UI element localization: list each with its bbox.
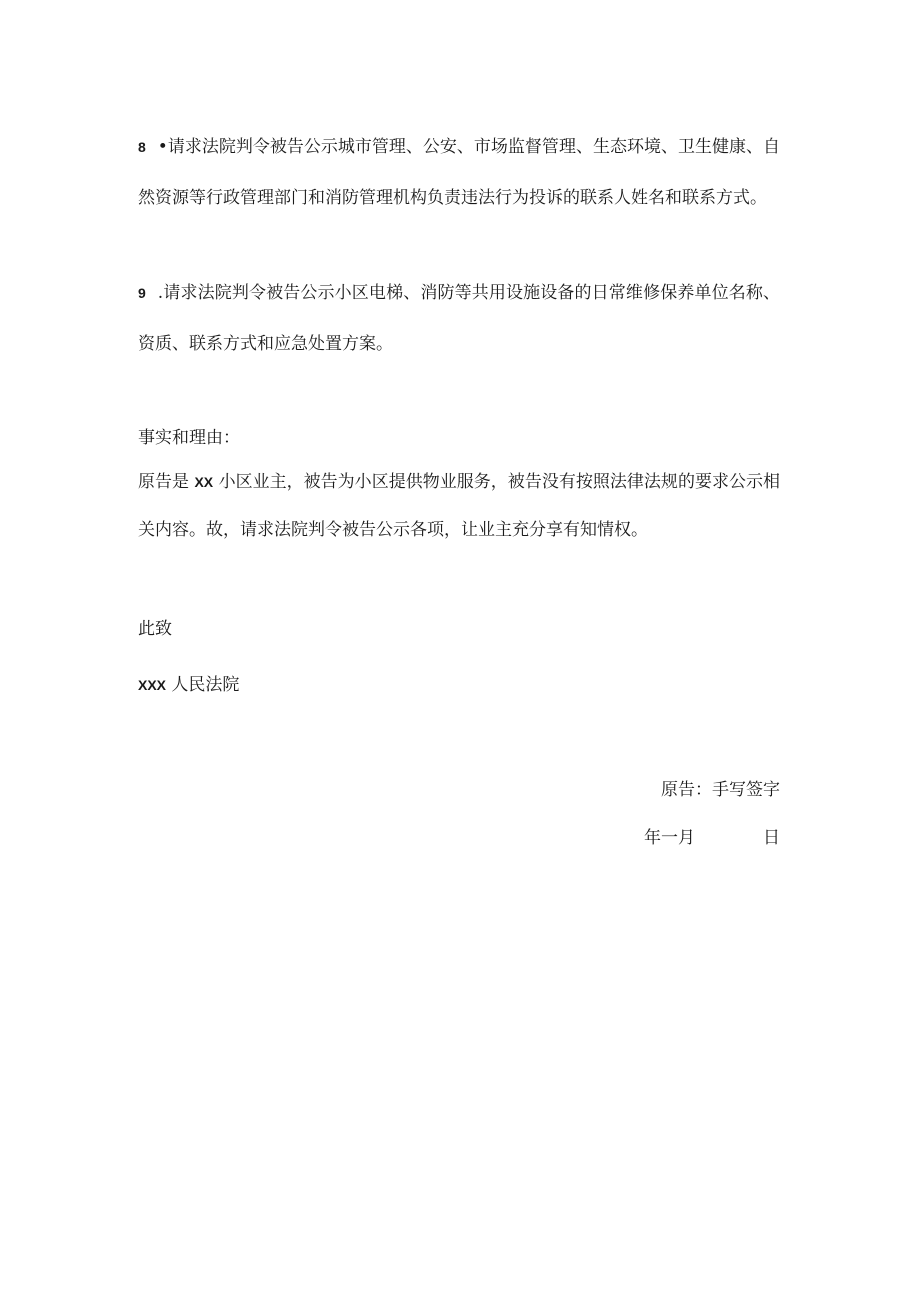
facts-suffix: 小区业主，被告为小区提供物业服务，被告没有按照法律法规的要求公示相关内容。故，请求法院判令被告公示各项，让业主充分享有知情权。	[138, 472, 781, 540]
facts-body	[138, 458, 780, 554]
facts-heading: 事实和理由：	[138, 428, 240, 448]
court-line	[138, 673, 239, 697]
request-number: 8	[138, 139, 146, 155]
request-text: 请求法院判令被告公示小区电梯、消防等共用设施设备的日常维修保养单位名称、资质、联系方式和应急处置方案。	[138, 283, 780, 354]
facts-prefix: 原告是	[138, 472, 190, 492]
date-year-month: 年一月	[644, 828, 695, 848]
date-line	[644, 826, 780, 850]
court-suffix: 人民法院	[171, 675, 240, 695]
request-item-8	[138, 122, 780, 224]
request-number: 9	[138, 285, 146, 301]
salutation: 此致	[138, 619, 172, 639]
request-marker: •	[157, 137, 168, 157]
community-placeholder: XX	[194, 474, 214, 490]
request-marker: .	[157, 283, 164, 303]
date-day: 日	[763, 828, 780, 848]
court-placeholder: XXX	[138, 677, 167, 693]
request-text: 请求法院判令被告公示城市管理、公安、市场监督管理、生态环境、卫生健康、自然资源等行政管理部门和消防管理机构负责违法行为投诉的联系人姓名和联系方式。	[138, 137, 780, 208]
plaintiff-signature-line: 原告：手写签字	[661, 780, 780, 800]
request-item-9	[138, 268, 780, 370]
